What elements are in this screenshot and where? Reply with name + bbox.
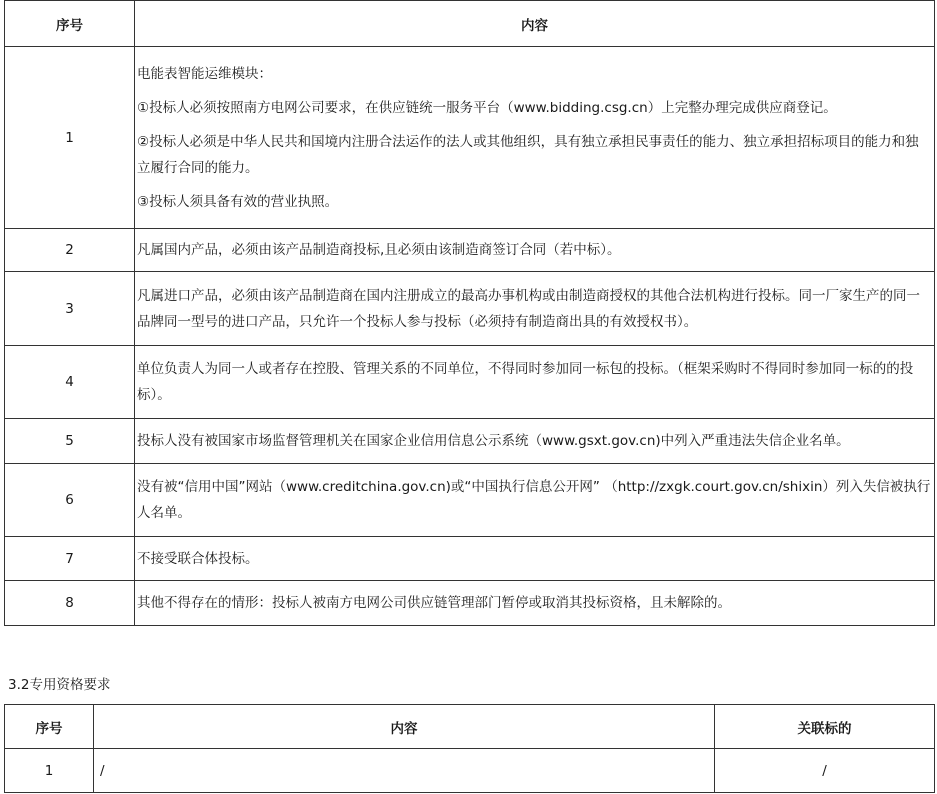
content-paragraph: ③投标人须具备有效的营业执照。 <box>137 193 339 210</box>
row-number: 1 <box>5 749 94 793</box>
header-no: 序号 <box>5 705 94 749</box>
table-header-row <box>5 1 935 47</box>
content-paragraph: 电能表智能运维模块： <box>137 65 272 82</box>
content-paragraph: ①投标人必须按照南方电网公司要求，在供应链统一服务平台（www.bidding.csg.cn）上完整办理完成供应商登记。 <box>137 99 837 116</box>
row-content: 投标人没有被国家市场监督管理机关在国家企业信用信息公示系统（www.gsxt.gov.cn)中列入严重违法失信企业名单。 <box>135 419 935 464</box>
row-number: 6 <box>5 464 135 537</box>
row-content: 不接受联合体投标。 <box>135 537 935 581</box>
section-title: 3.2专用资格要求 <box>8 677 111 693</box>
row-number: 7 <box>5 537 135 581</box>
content-paragraph: ②投标人必须是中华人民共和国境内注册合法运作的法人或其他组织，具有独立承担民事责任的能力、独立承担招标项目的能力和独立履行合同的能力。 <box>137 133 919 176</box>
table-row <box>5 581 935 626</box>
table-row <box>5 47 935 229</box>
header-linked: 关联标的 <box>715 705 935 749</box>
row-content: 其他不得存在的情形：投标人被南方电网公司供应链管理部门暂停或取消其投标资格，且未解除的。 <box>135 581 935 626</box>
table-row <box>5 537 935 581</box>
table-header-row <box>5 705 935 749</box>
table-row <box>5 419 935 464</box>
row-number: 5 <box>5 419 135 464</box>
row-number: 3 <box>5 272 135 346</box>
header-content: 内容 <box>135 1 935 47</box>
row-number: 2 <box>5 229 135 272</box>
header-no: 序号 <box>5 1 135 47</box>
table-row <box>5 749 935 793</box>
row-content: 凡属进口产品，必须由该产品制造商在国内注册成立的最高办事机构或由制造商授权的其他合法机构进行投标。同一厂家生产的同一品牌同一型号的进口产品，只允许一个投标人参与投标（必须持有制造商出具的有效授权书）。 <box>135 272 935 346</box>
row-content <box>135 47 935 229</box>
table-row <box>5 272 935 346</box>
table-row <box>5 229 935 272</box>
row-linked: / <box>715 749 935 793</box>
row-content: 凡属国内产品，必须由该产品制造商投标,且必须由该制造商签订合同（若中标）。 <box>135 229 935 272</box>
row-number: 1 <box>5 47 135 229</box>
row-content: 单位负责人为同一人或者存在控股、管理关系的不同单位，不得同时参加同一标包的投标。（框架采购时不得同时参加同一标的的投标）。 <box>135 346 935 419</box>
general-requirements-table <box>4 0 935 626</box>
row-number: 4 <box>5 346 135 419</box>
table-row <box>5 346 935 419</box>
row-number: 8 <box>5 581 135 626</box>
header-content: 内容 <box>94 705 715 749</box>
row-content: / <box>94 749 715 793</box>
row-content: 没有被“信用中国”网站（www.creditchina.gov.cn)或“中国执行信息公开网” （http://zxgk.court.gov.cn/shixin）列入失信被执行人名单。 <box>135 464 935 537</box>
special-requirements-table <box>4 704 935 793</box>
table-row <box>5 464 935 537</box>
